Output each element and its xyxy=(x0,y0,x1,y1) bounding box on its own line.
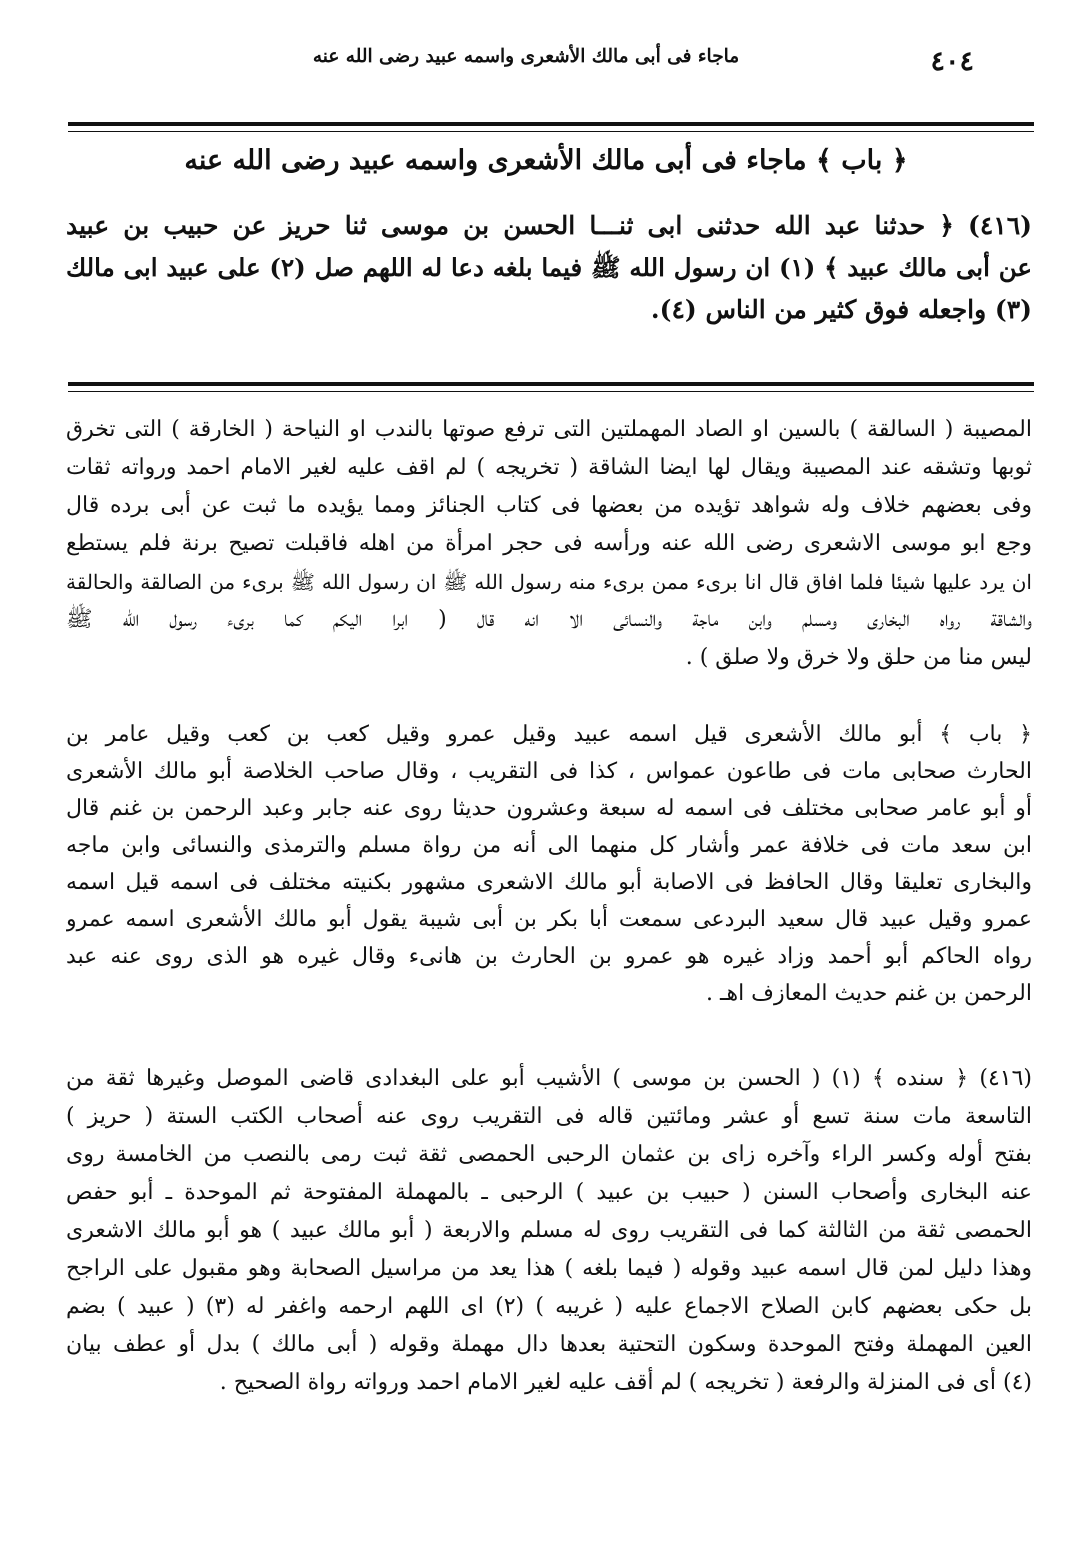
commentary-line: التاسعة مات سنة تسع أو عشر ومائتين قاله فى التقريب روى عنه أصحاب الكتب الستة ( حريز ) xyxy=(66,1104,1032,1129)
commentary-line: ﴿ باب ﴾ أبو مالك الأشعرى قيل اسمه عبيد وقيل عمرو وقيل كعب بن كعب وقيل عامر بن xyxy=(66,722,1032,747)
top-rule-thin xyxy=(68,131,1034,132)
top-rule xyxy=(68,122,1034,126)
commentary-line: (٤١٦) ﴿ سنده ﴾ (١) ( الحسن بن موسى ) الأشيب أبو على البغدادى قاضى الموصل وغيرها ثقة من xyxy=(66,1066,1032,1091)
hadith-line: (٤١٦) ﴿ حدثنا عبد الله حدثنى ابى ثنـــا الحسن بن موسى ثنا حريز عن حبيب بن عبيد xyxy=(66,211,1032,240)
commentary-line: بفتح أوله وكسر الراء وآخره زاى بن عثمان الرحبى الحمصى ثقة ثبت رمى بالنصب من الخامسة روى xyxy=(66,1142,1032,1167)
commentary-line: وهذا دليل لمن قال اسمه عبيد وقوله ( فيما بلغه ) هذا يعد من مراسيل الصحابة وهو مقبول على الراجح xyxy=(66,1256,1032,1281)
page-number: ٤٠٤ xyxy=(930,46,974,77)
commentary-line: عمرو وقيل عبيد قال سعيد البردعى سمعت أبا بكر بن أبى شيبة يقول أبو مالك الأشعرى اسمه عمرو xyxy=(66,907,1032,932)
commentary-line: الحارث صحابى مات فى طاعون عمواس ، كذا فى التقريب ، وقال صاحب الخلاصة أبو مالك الأشعرى xyxy=(66,759,1032,784)
separator-rule xyxy=(68,382,1034,386)
commentary-line: العين المهملة وفتح الموحدة وسكون التحتية بعدها دال مهملة وقوله ( أبى مالك ) بدل أو عطف بيان xyxy=(66,1332,1032,1357)
commentary-line: والشاقة رواه البخارى ومسلم وابن ماجة والنسائى الا انه قال ( ابرا اليكم كما برىء رسول الله ﷺ xyxy=(66,607,1032,632)
commentary-line: ليس منا من حلق ولا خرق ولا صلق ) . xyxy=(685,645,1032,670)
commentary-line: رواه الحاكم أبو أحمد وزاد غيره هو عمرو بن الحارث بن هانىء وقال غيره هو الذى روى عنه عبد xyxy=(66,944,1032,969)
running-header-title: ماجاء فى أبى مالك الأشعرى واسمه عبيد رضى الله عنه xyxy=(312,46,740,67)
commentary-line: والبخارى تعليقا وقال الحافظ فى الاصابة أبو مالك الاشعرى مشهور بكنيته مختلف فى اسمه قيل اسمه xyxy=(66,870,1032,895)
commentary-continued xyxy=(66,411,1032,677)
commentary-line: الحمصى ثقة من الثالثة كما فى التقريب روى له مسلم والاربعة ( أبو مالك عبيد ) هو أبو مالك الاشعرى xyxy=(66,1218,1032,1243)
commentary-line: المصيبة ( السالقة ) بالسين او الصاد المهملتين التى ترفع صوتها بالندب او النياحة ( الخارقة ) التى تخرق xyxy=(66,417,1032,442)
commentary-line: أو أبو عامر صحابى مختلف فى اسمه له سبعة وعشرون حديثا روى عنه جابر وعبد الرحمن بن غنم قال xyxy=(66,796,1032,821)
hadith-line: عن أبى مالك عبيد ﴾ (١) ان رسول الله ﷺ فيما بلغه دعا له اللهم صل (٢) على عبيد ابى مالك xyxy=(66,253,1032,282)
commentary-line: ان يرد عليها شيئا فلما افاق قال انا برىء ممن برىء منه رسول الله ﷺ ان رسول الله ﷺ برىء من الصالقة والحالقة xyxy=(66,570,1032,594)
hadith-text xyxy=(66,205,1032,331)
running-header xyxy=(70,40,1022,88)
commentary-line: ابن سعد مات فى خلافة عمر وأشار كل منهما الى أنه من رواة مسلم والترمذى والنسائى وابن ماجه xyxy=(66,833,1032,858)
separator-rule-thin xyxy=(68,391,1034,392)
commentary-line: (٤) أى فى المنزلة والرفعة ( تخريجه ) لم أقف عليه لغير الامام احمد ورواته رواة الصحيح . xyxy=(219,1370,1032,1395)
commentary-line: ثوبها وتشقه عند المصيبة ويقال لها ايضا الشاقة ( تخريجه ) لم اقف عليه لغير الامام احمد ورواته ثقات xyxy=(66,455,1032,480)
commentary-sanad-note xyxy=(66,1060,1032,1402)
commentary-line: الرحمن بن غنم حديث المعازف اهـ . xyxy=(706,981,1032,1006)
hadith-line: (٣) واجعله فوق كثير من الناس (٤). xyxy=(650,295,1032,324)
chapter-heading: ﴿ باب ﴾ ماجاء فى أبى مالك الأشعرى واسمه عبيد رضى الله عنه xyxy=(184,145,908,176)
commentary-line: وفى بعضهم خلاف وله شواهد تؤيده من بعضها فى كتاب الجنائز ومما يؤيده ما ثبت عن أبى برده قال xyxy=(66,493,1032,518)
commentary-line: بل حكى بعضهم كابن الصلاح الاجماع عليه ( غريبه ) (٢) اى اللهم ارحمه واغفر له (٣) ( عبيد ) بضم xyxy=(66,1294,1032,1319)
commentary-line: وجع ابو موسى الاشعرى رضى الله عنه ورأسه فى حجر امرأة من اهله فاقبلت تصيح برنة فلم يستطع xyxy=(66,531,1032,556)
commentary-bab-note xyxy=(66,716,1032,1012)
commentary-line: عنه البخارى وأصحاب السنن ( حبيب بن عبيد ) الرحبى ـ بالمهملة المفتوحة ثم الموحدة ـ أبو حفص xyxy=(66,1180,1032,1205)
